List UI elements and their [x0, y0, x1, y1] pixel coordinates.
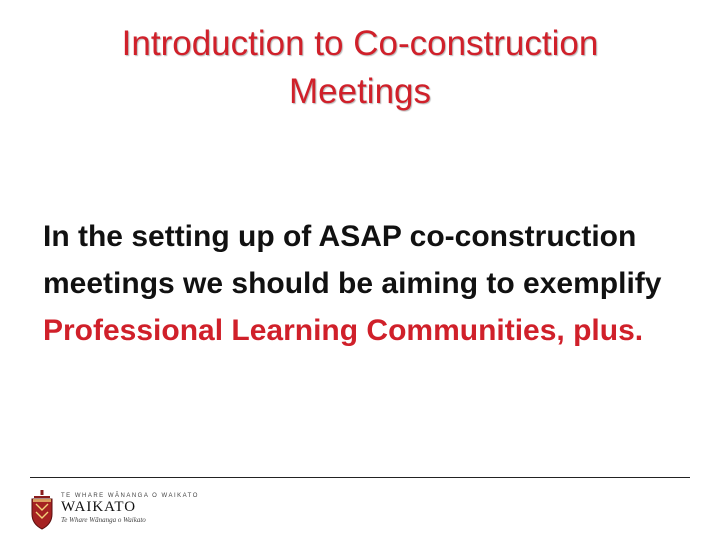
slide-title: [40, 20, 680, 116]
logo-text: [61, 493, 199, 524]
logo-motto: Te Whare Wānanga o Waikato: [61, 516, 146, 524]
footer-divider: [30, 477, 690, 478]
body-text-plain: In the setting up of ASAP co-construction meetings we should be aiming to exemplify: [43, 220, 662, 300]
logo-subtitle: TE WHARE WĀNANGA O WAIKATO: [61, 493, 199, 499]
university-logo: [30, 490, 199, 534]
title-line-1: Introduction to Co-construction: [121, 24, 599, 63]
logo-wordmark: WAIKATO: [61, 499, 137, 515]
body-text-highlight: Professional Learning Communities, plus.: [43, 314, 644, 347]
crest-icon: [30, 490, 54, 530]
body-paragraph: [43, 213, 688, 354]
title-line-2: Meetings: [288, 72, 432, 111]
